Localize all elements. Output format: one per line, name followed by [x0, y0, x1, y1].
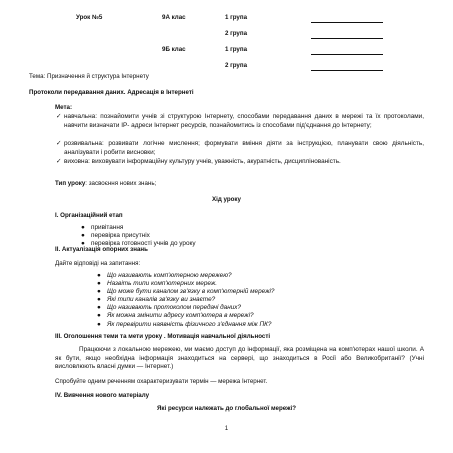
- bullet-icon: ●: [97, 296, 101, 304]
- bullet-icon: ●: [81, 232, 85, 240]
- bullet-icon: ●: [97, 280, 101, 288]
- list-item: ● Як перевірити наявність фізичного з'єднання між ПК?: [97, 320, 272, 328]
- list-item: ● Як можна змінити адресу комп'ютера в мережі?: [97, 312, 254, 320]
- date-line: [311, 70, 383, 71]
- stage2-title: ІІ. Актуалізація опорних знань: [55, 246, 148, 253]
- list-item: ● Що може бути каналом зв'язку в комп'ютерній мережі?: [97, 288, 275, 296]
- class-label: 9Б клас: [162, 46, 186, 53]
- lesson-type: [55, 180, 156, 188]
- list-item: ● привітання: [81, 224, 124, 231]
- bullet-icon: ●: [81, 240, 85, 248]
- check-icon: ✓: [56, 113, 62, 120]
- list-item: ● перевірка готовності учнів до уроку: [81, 240, 196, 248]
- stage1-list: [81, 224, 196, 248]
- goal-item-educational: навчальна: познайомити учнів зі структурою Інтернету, способами передавання даних в мережі та їх протоколами, навчити визначати IP- адреси Інтернет ресурсів, познайомитись із способами під'єднання до Інтернету;: [64, 113, 424, 129]
- bullet-icon: ●: [97, 272, 101, 279]
- stage3-paragraph: Працюючи з локальною мережею, ми маємо доступ до інформації, яка розміщена на комп'ютерах нашої школи. А як бути, якщо необхідна інформація знаходиться на сервері, що знаходиться в Росії або Великобританії? (Учні висловлюють власні думки — Інтернет.): [55, 346, 424, 371]
- lesson-number: Урок №5: [76, 14, 103, 21]
- stage4-title: IV. Вивчення нового матеріалу: [55, 392, 150, 399]
- list-item: ● Назвіть типи комп'ютерних мереж.: [97, 280, 218, 288]
- list-item: ● Які типи каналів зв'язку ви знаєте?: [97, 296, 216, 304]
- date-line: [311, 54, 383, 55]
- topic-label: Тема:: [29, 73, 46, 80]
- bullet-icon: ●: [81, 224, 85, 231]
- topic: [29, 73, 149, 81]
- bullet-icon: ●: [97, 288, 101, 296]
- goal-item-upbringing: виховна: виховувати інформаційну культуру учнів, уважність, акуратність, дисциплінованість.: [64, 158, 341, 165]
- list-item: ● Що називають комп'ютерною мережею?: [97, 272, 232, 279]
- topic-text: Призначення й структура Інтернету: [47, 73, 149, 80]
- lesson-type-text: : засвоєння нових знань;: [85, 180, 157, 187]
- stage1-title: І. Організаційний етап: [55, 212, 123, 219]
- section-title: Протоколи передавання даних. Адресація в Інтернеті: [29, 89, 194, 96]
- stage3-task: Спробуйте одним реченням охарактеризувати термін — мережа Інтернет.: [55, 378, 268, 385]
- check-icon: ✓: [56, 158, 62, 165]
- class-label: 9А клас: [162, 14, 186, 21]
- course-title: Хід уроку: [212, 196, 241, 203]
- group-label: 2 група: [225, 30, 248, 37]
- goal-label: Мета:: [55, 104, 73, 111]
- lesson-type-label: Тип уроку: [55, 180, 86, 187]
- bullet-icon: ●: [97, 320, 101, 328]
- group-label: 1 група: [225, 14, 248, 21]
- date-line: [311, 38, 383, 39]
- check-icon: ✓: [56, 140, 62, 147]
- bullet-icon: ●: [97, 312, 101, 320]
- bullet-icon: ●: [97, 304, 101, 312]
- stage2-questions: [97, 272, 275, 329]
- page-number: 1: [224, 425, 229, 432]
- stage4-question: Які ресурси належать до глобальної мережі?: [156, 405, 296, 412]
- list-item: ● Що називають протоколом передачі даних?: [97, 304, 242, 312]
- goal-item-developmental: розвивальна: розвивати логічне мислення; формувати вміння діяти за інструкцією, планувати свою діяльність, аналізувати і робити висновки;: [64, 140, 424, 156]
- stage3-title: ІІІ. Оголошення теми та мети уроку . Мотивація навчальної діяльності: [55, 333, 271, 340]
- list-item: ● перевірка присутніх: [81, 232, 150, 240]
- group-label: 2 група: [225, 62, 248, 69]
- date-line: [311, 22, 383, 23]
- group-label: 1 група: [225, 46, 248, 53]
- stage2-intro: Дайте відповіді на запитання:: [55, 260, 141, 267]
